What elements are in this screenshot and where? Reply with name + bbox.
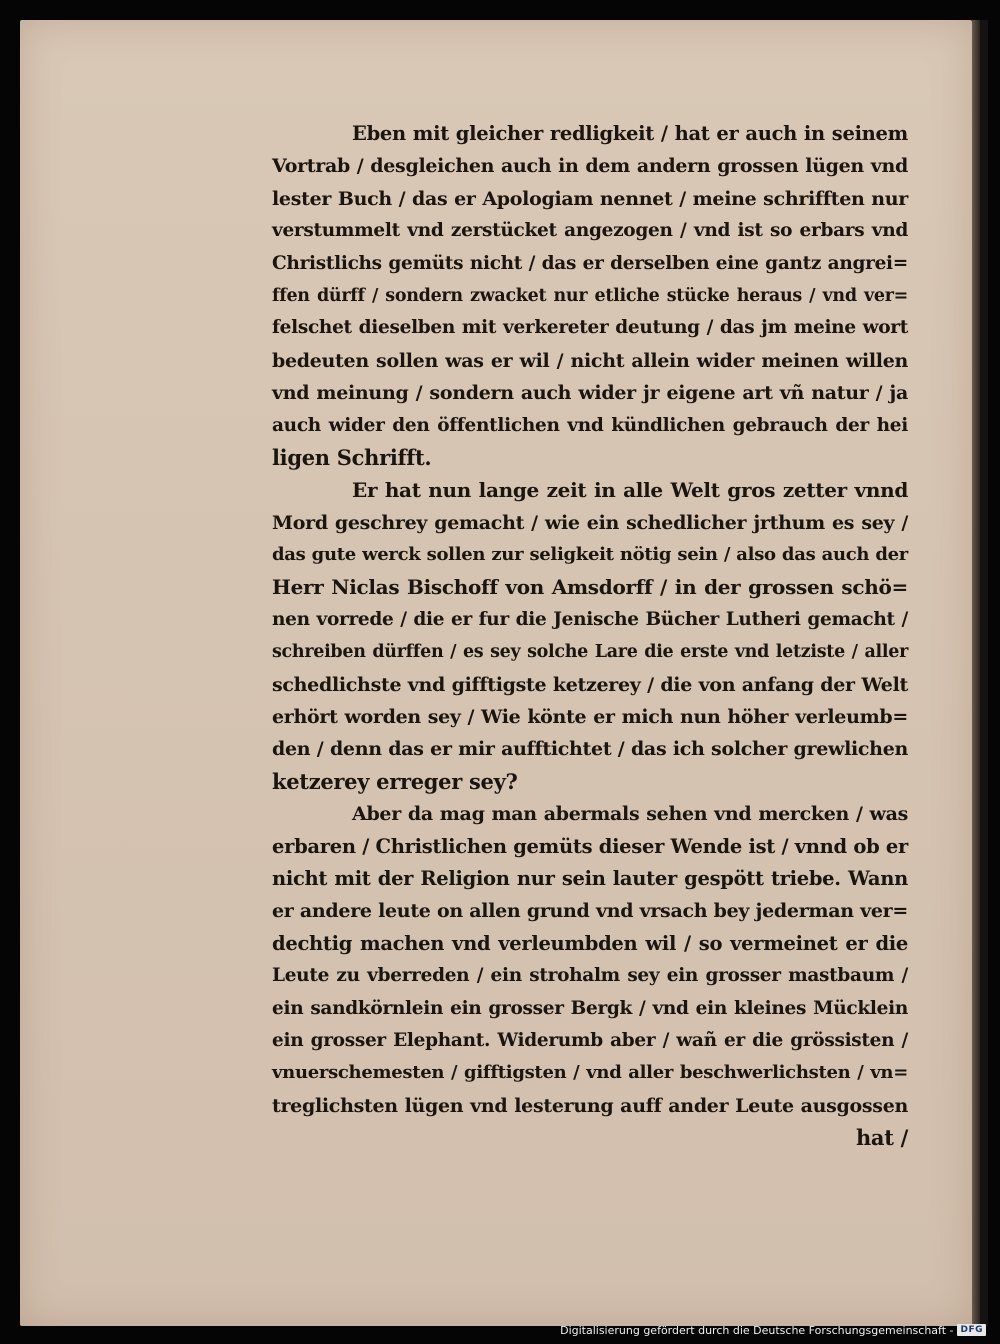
text-line: Christlichs gemüts nicht / das er derselben eine gantz angrei= — [272, 252, 908, 274]
text-line: nicht mit der Religion nur sein lauter gespött triebe. Wann — [272, 866, 908, 890]
text-line: Herr Niclas Bischoff von Amsdorff / in der grossen schö= — [272, 575, 908, 600]
text-line: Vortrab / desgleichen auch in dem andern grossen lügen vnd — [272, 155, 908, 178]
text-line: er andere leute on allen grund vnd vrsach bey jederman ver= — [272, 900, 908, 923]
text-line: auch wider den öffentlichen vnd kündlichen gebrauch der hei — [272, 414, 908, 436]
page-edge-dark — [980, 20, 988, 1326]
text-line: treglichsten lügen vnd lesterung auff ander Leute ausgossen — [272, 1094, 908, 1117]
dfg-logo-icon: DFG — [957, 1324, 986, 1336]
page-edge-shadow — [972, 20, 980, 1326]
text-line: vnuerschemesten / gifftigsten / vnd aller beschwerlichsten / vn= — [272, 1062, 908, 1084]
text-line: erbaren / Christlichen gemüts dieser Wende ist / vnnd ob er — [272, 834, 908, 858]
text-line: vnd meinung / sondern auch wider jr eigene art vñ natur / ja — [272, 382, 908, 405]
text-line: erhört worden sey / Wie könte er mich nun höher verleumb= — [272, 706, 908, 729]
digitization-credit — [560, 1322, 986, 1338]
text-line: verstummelt vnd zerstücket angezogen / vnd ist so erbars vnd — [272, 220, 908, 242]
page-text — [272, 118, 908, 1155]
text-line: Aber da mag man abermals sehen vnd mercken / was — [352, 803, 908, 826]
text-line: Mord geschrey gemacht / wie ein schedlicher jrthum es sey / — [272, 511, 908, 534]
text-line: dechtig machen vnd verleumbden wil / so vermeinet er die — [272, 931, 908, 955]
text-line: Er hat nun lange zeit in alle Welt gros zetter vnnd — [352, 478, 908, 503]
credit-text: Digitalisierung gefördert durch die Deutsche Forschungsgemeinschaft - — [560, 1323, 954, 1337]
text-line: Leute zu vberreden / ein strohalm sey ein grosser mastbaum / — [272, 965, 908, 987]
text-line: ffen dürff / sondern zwacket nur etliche stücke heraus / vnd ver= — [272, 285, 908, 306]
text-line: das gute werck sollen zur seligkeit nötig sein / also das auch der — [272, 544, 908, 566]
text-line: nen vorrede / die er fur die Jenische Bücher Lutheri gemacht / — [272, 608, 908, 630]
text-line: schedlichste vnd gifftigste ketzerey / die von anfang der Welt — [272, 673, 908, 696]
text-line: bedeuten sollen was er wil / nicht allein wider meinen willen — [272, 349, 908, 372]
text-line: Eben mit gleicher redligkeit / hat er auch in seinem — [352, 122, 908, 145]
book-page — [20, 20, 972, 1326]
text-line: lester Buch / das er Apologiam nennet / meine schrifften nur — [272, 187, 908, 210]
text-line: den / denn das er mir aufftichtet / das ich solcher grewlichen — [272, 738, 908, 761]
text-line: schreiben dürffen / es sey solche Lare die erste vnd letziste / aller — [272, 642, 908, 663]
text-line: ein grosser Elephant. Widerumb aber / wañ er die grössisten / — [272, 1029, 908, 1051]
text-line: ketzerey erreger sey? — [272, 768, 518, 794]
text-line: ligen Schrifft. — [272, 444, 432, 470]
text-line: ein sandkörnlein ein grosser Bergk / vnd ein kleines Mücklein — [272, 997, 908, 1019]
text-line: felschet dieselben mit verkereter deutung / das jm meine wort — [272, 317, 908, 339]
catchword: hat / — [855, 1125, 908, 1151]
